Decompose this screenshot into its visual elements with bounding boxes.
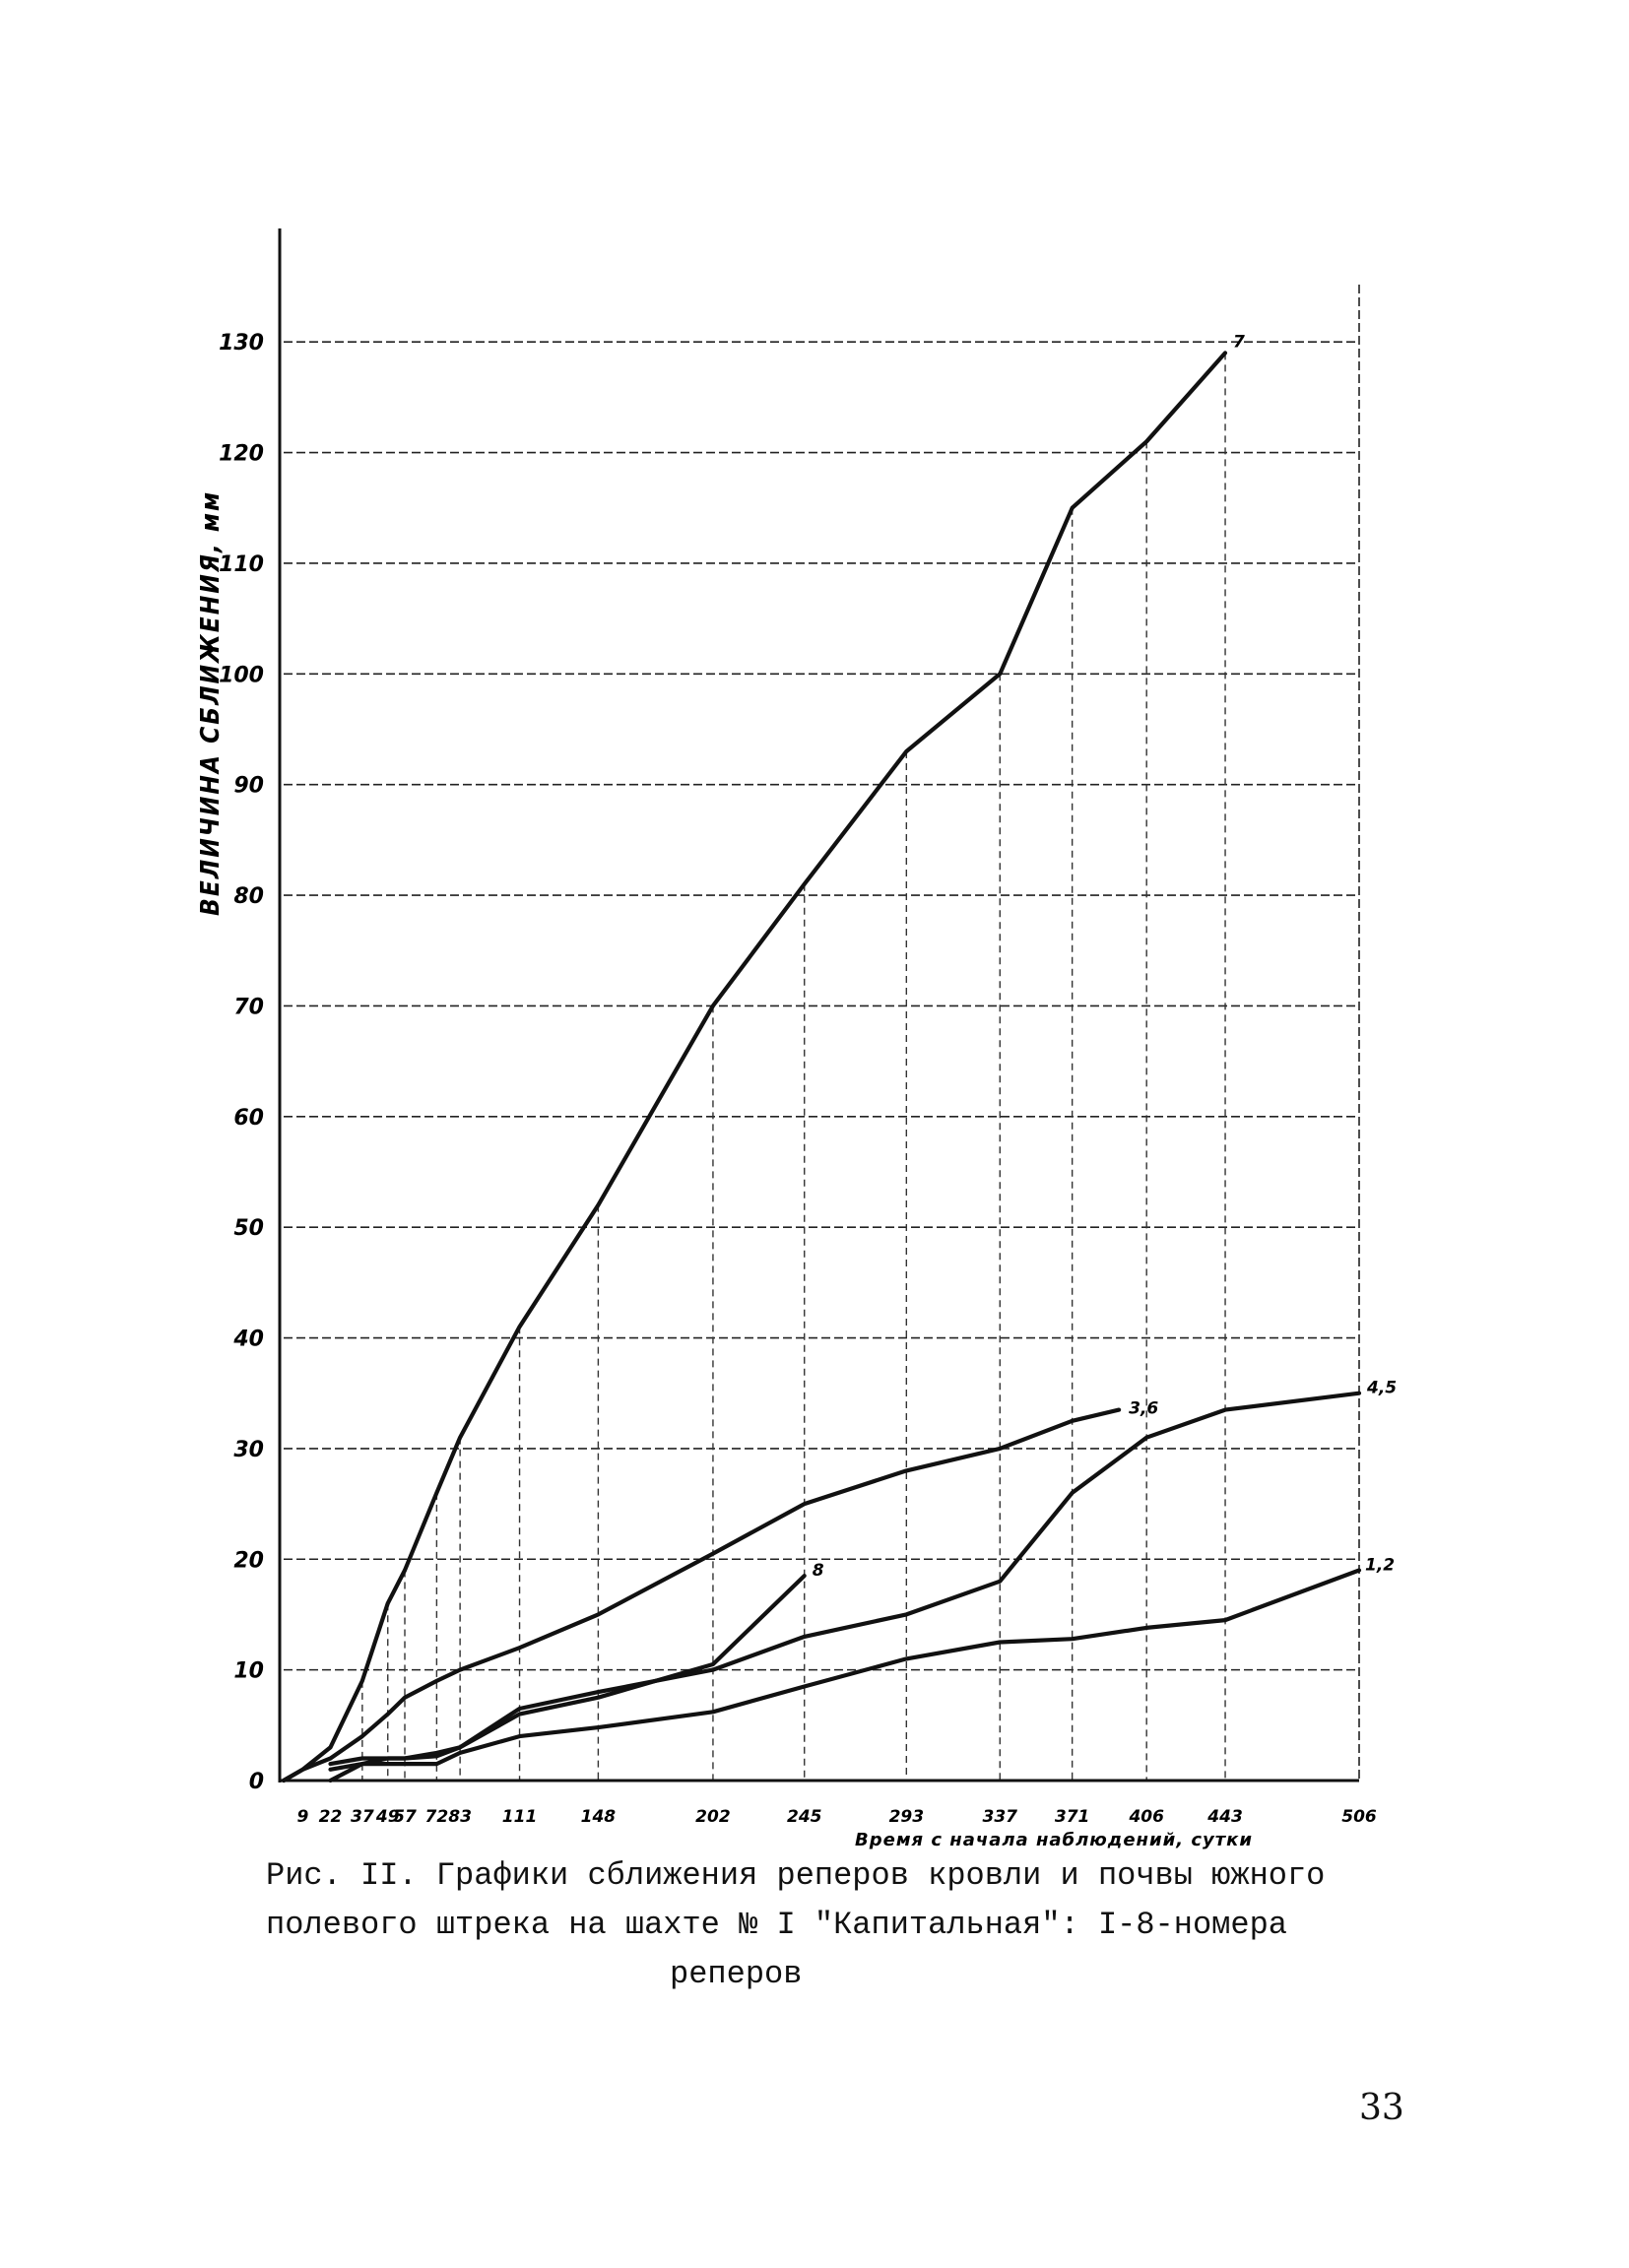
y-tick-0: 0 (248, 1770, 264, 1794)
vertical-dropdown-lines (362, 353, 1225, 1781)
series-label-4: 1,2 (1365, 1555, 1396, 1576)
y-tick-130: 130 (219, 331, 264, 356)
x-tick-9: 9 (296, 1807, 309, 1827)
y-axis-label: ВЕЛИЧИНА СБЛИЖЕНИЯ, мм (196, 489, 226, 916)
x-tick-22: 22 (318, 1807, 343, 1827)
series-labels (813, 332, 1397, 1581)
x-tick-111: 111 (501, 1807, 538, 1827)
x-tick-337: 337 (982, 1807, 1018, 1827)
series-line-4 (331, 1571, 1360, 1782)
caption-line-3: реперов (670, 1956, 803, 1992)
caption-line-1: Рис. II. Графики сближения реперов кровли и почвы южного (266, 1857, 1326, 1894)
x-tick-83: 83 (448, 1807, 472, 1827)
y-tick-40: 40 (233, 1327, 264, 1352)
x-tick-245: 245 (786, 1807, 822, 1827)
y-tick-30: 30 (233, 1437, 264, 1462)
y-tick-20: 20 (233, 1548, 264, 1574)
x-tick-37: 37 (351, 1807, 374, 1827)
x-tick-labels (297, 1807, 1377, 1827)
series-label-1: 7 (1233, 332, 1245, 353)
x-tick-371: 371 (1054, 1807, 1090, 1827)
y-tick-110: 110 (219, 551, 264, 577)
x-tick-293: 293 (888, 1807, 925, 1827)
y-tick-50: 50 (233, 1216, 264, 1242)
x-axis-label: Время с начала наблюдений, сутки (855, 1830, 1253, 1850)
series-line-3 (331, 1393, 1360, 1770)
x-tick-148: 148 (580, 1807, 617, 1827)
caption-line-2: полевого штрека на шахте № I "Капитальная": I-8-номера (266, 1907, 1287, 1943)
series-label-2: 3,6 (1129, 1398, 1159, 1419)
x-tick-49: 49 (375, 1807, 400, 1827)
series-line-1 (284, 353, 1225, 1781)
y-tick-10: 10 (233, 1658, 264, 1684)
y-tick-70: 70 (233, 995, 264, 1020)
x-tick-57: 57 (393, 1807, 417, 1827)
y-tick-100: 100 (219, 663, 264, 688)
x-tick-202: 202 (695, 1807, 731, 1827)
series-line-2 (284, 1410, 1119, 1781)
y-tick-120: 120 (219, 441, 264, 467)
y-tick-90: 90 (233, 773, 264, 799)
series-label-3: 4,5 (1367, 1378, 1398, 1398)
y-tick-60: 60 (233, 1105, 264, 1131)
x-tick-72: 72 (424, 1807, 449, 1827)
series-label-5: 8 (812, 1561, 824, 1582)
x-tick-443: 443 (1207, 1807, 1243, 1827)
x-tick-506: 506 (1341, 1807, 1377, 1827)
x-tick-406: 406 (1129, 1807, 1164, 1827)
figure-caption (266, 1851, 1428, 1999)
page-number: 33 (1359, 2088, 1404, 2128)
y-tick-80: 80 (233, 884, 264, 910)
